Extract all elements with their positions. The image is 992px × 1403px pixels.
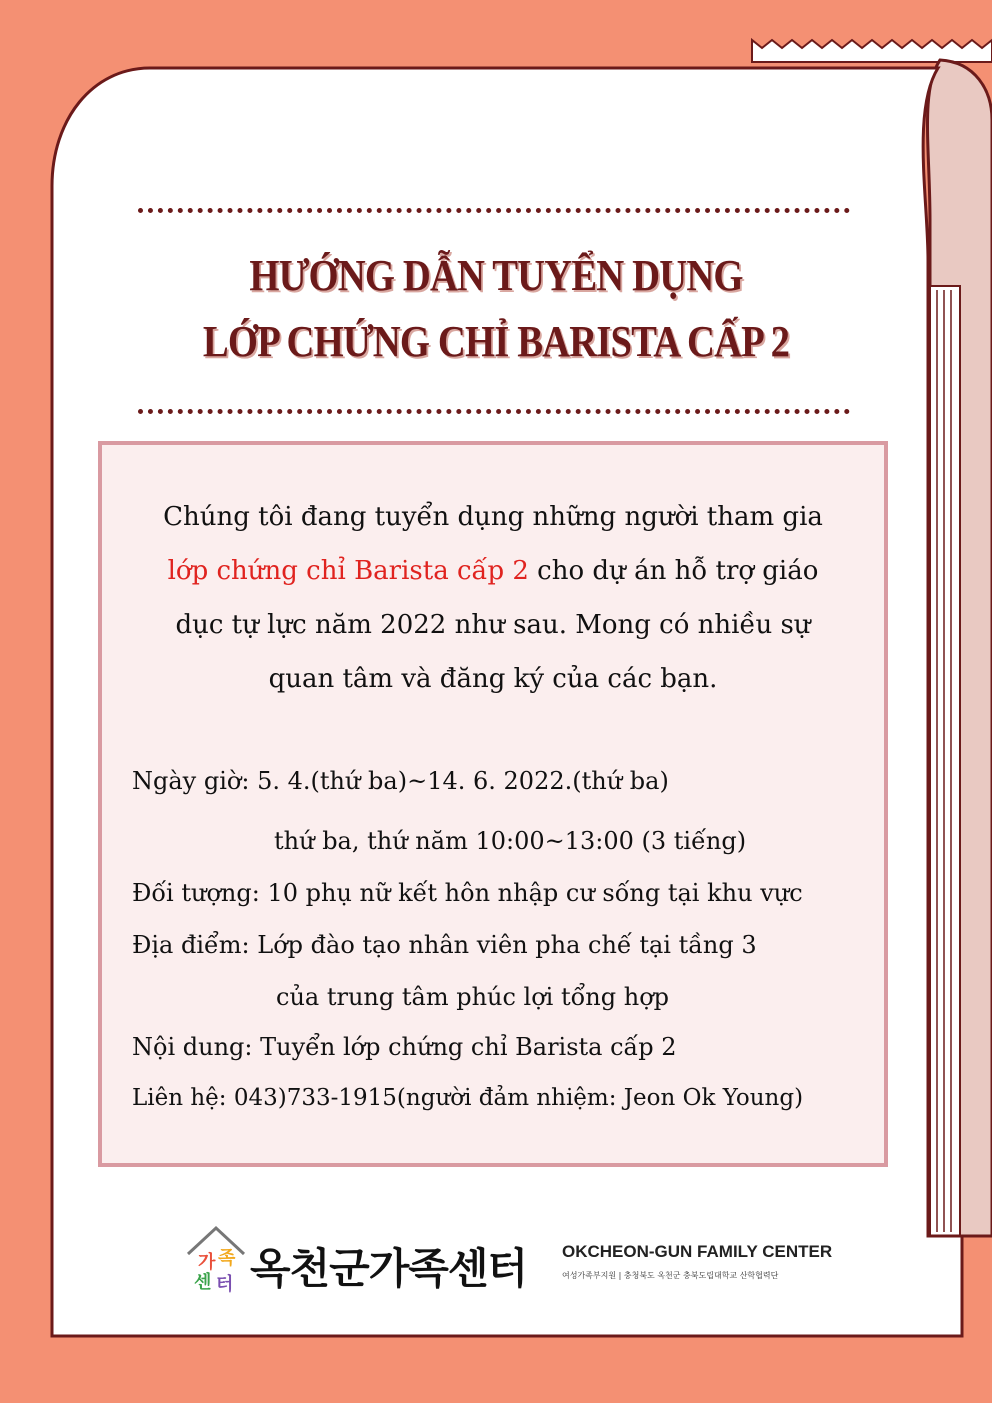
logo-char-2: 족 <box>218 1248 236 1269</box>
logo-char-4: 터 <box>216 1274 234 1295</box>
datetime-label: Ngày giờ: <box>132 767 250 795</box>
footer-logo-text: 옥천군가족센터 <box>250 1244 528 1293</box>
intro-highlight: lớp chứng chỉ Barista cấp 2 <box>167 556 529 586</box>
detail-location <box>132 931 757 959</box>
family-center-logo-icon <box>184 1224 248 1296</box>
location-value-2: của trung tâm phúc lợi tổng hợp <box>276 983 670 1011</box>
divider-bottom <box>138 409 850 414</box>
intro-paragraph <box>142 490 844 706</box>
contact-value: 043)733-1915(người đảm nhiệm: Jeon Ok Young) <box>233 1085 804 1111</box>
title-line-2: LỚP CHỨNG CHỈ BARISTA CẤP 2 <box>202 317 790 366</box>
receipt-strip <box>752 40 992 62</box>
intro-text-2: cho dự án hỗ trợ giáo dục tự lực năm 2022 như sau. Mong có nhiều sự quan tâm và đăng ký của các bạn. <box>175 556 819 694</box>
detail-contact <box>132 1085 803 1111</box>
logo-char-3: 센 <box>194 1272 212 1293</box>
detail-datetime-2 <box>274 827 746 855</box>
detail-datetime <box>132 767 669 795</box>
info-box <box>98 441 888 1167</box>
datetime-value-2: thứ ba, thứ năm 10:00~13:00 (3 tiếng) <box>274 827 747 855</box>
detail-location-2 <box>276 983 669 1011</box>
datetime-value: 5. 4.(thứ ba)~14. 6. 2022.(thứ ba) <box>257 767 669 795</box>
detail-target <box>132 879 803 907</box>
title-line-1: HƯỚNG DẪN TUYỂN DỤNG <box>249 251 743 300</box>
footer-english-name: OKCHEON-GUN FAMILY CENTER <box>562 1242 833 1261</box>
location-value: Lớp đào tạo nhân viên pha chế tại tầng 3 <box>257 931 757 959</box>
footer-sub-text: 여성가족부지원 | 충청북도 옥천군 충북도립대학교 산학협력단 <box>562 1271 779 1280</box>
content-value: Tuyển lớp chứng chỉ Barista cấp 2 <box>260 1033 677 1061</box>
contact-label: Liên hệ: <box>132 1085 227 1111</box>
content-label: Nội dung: <box>132 1033 253 1061</box>
logo-char-1: 가 <box>198 1252 216 1273</box>
location-label: Địa điểm: <box>132 931 250 959</box>
intro-text-1: Chúng tôi đang tuyển dụng những người tham gia <box>163 502 823 532</box>
divider-top <box>138 208 850 213</box>
detail-content <box>132 1033 677 1061</box>
roll-front <box>930 286 960 1236</box>
target-value: 10 phụ nữ kết hôn nhập cư sống tại khu vực <box>267 879 803 907</box>
target-label: Đối tượng: <box>132 879 260 907</box>
